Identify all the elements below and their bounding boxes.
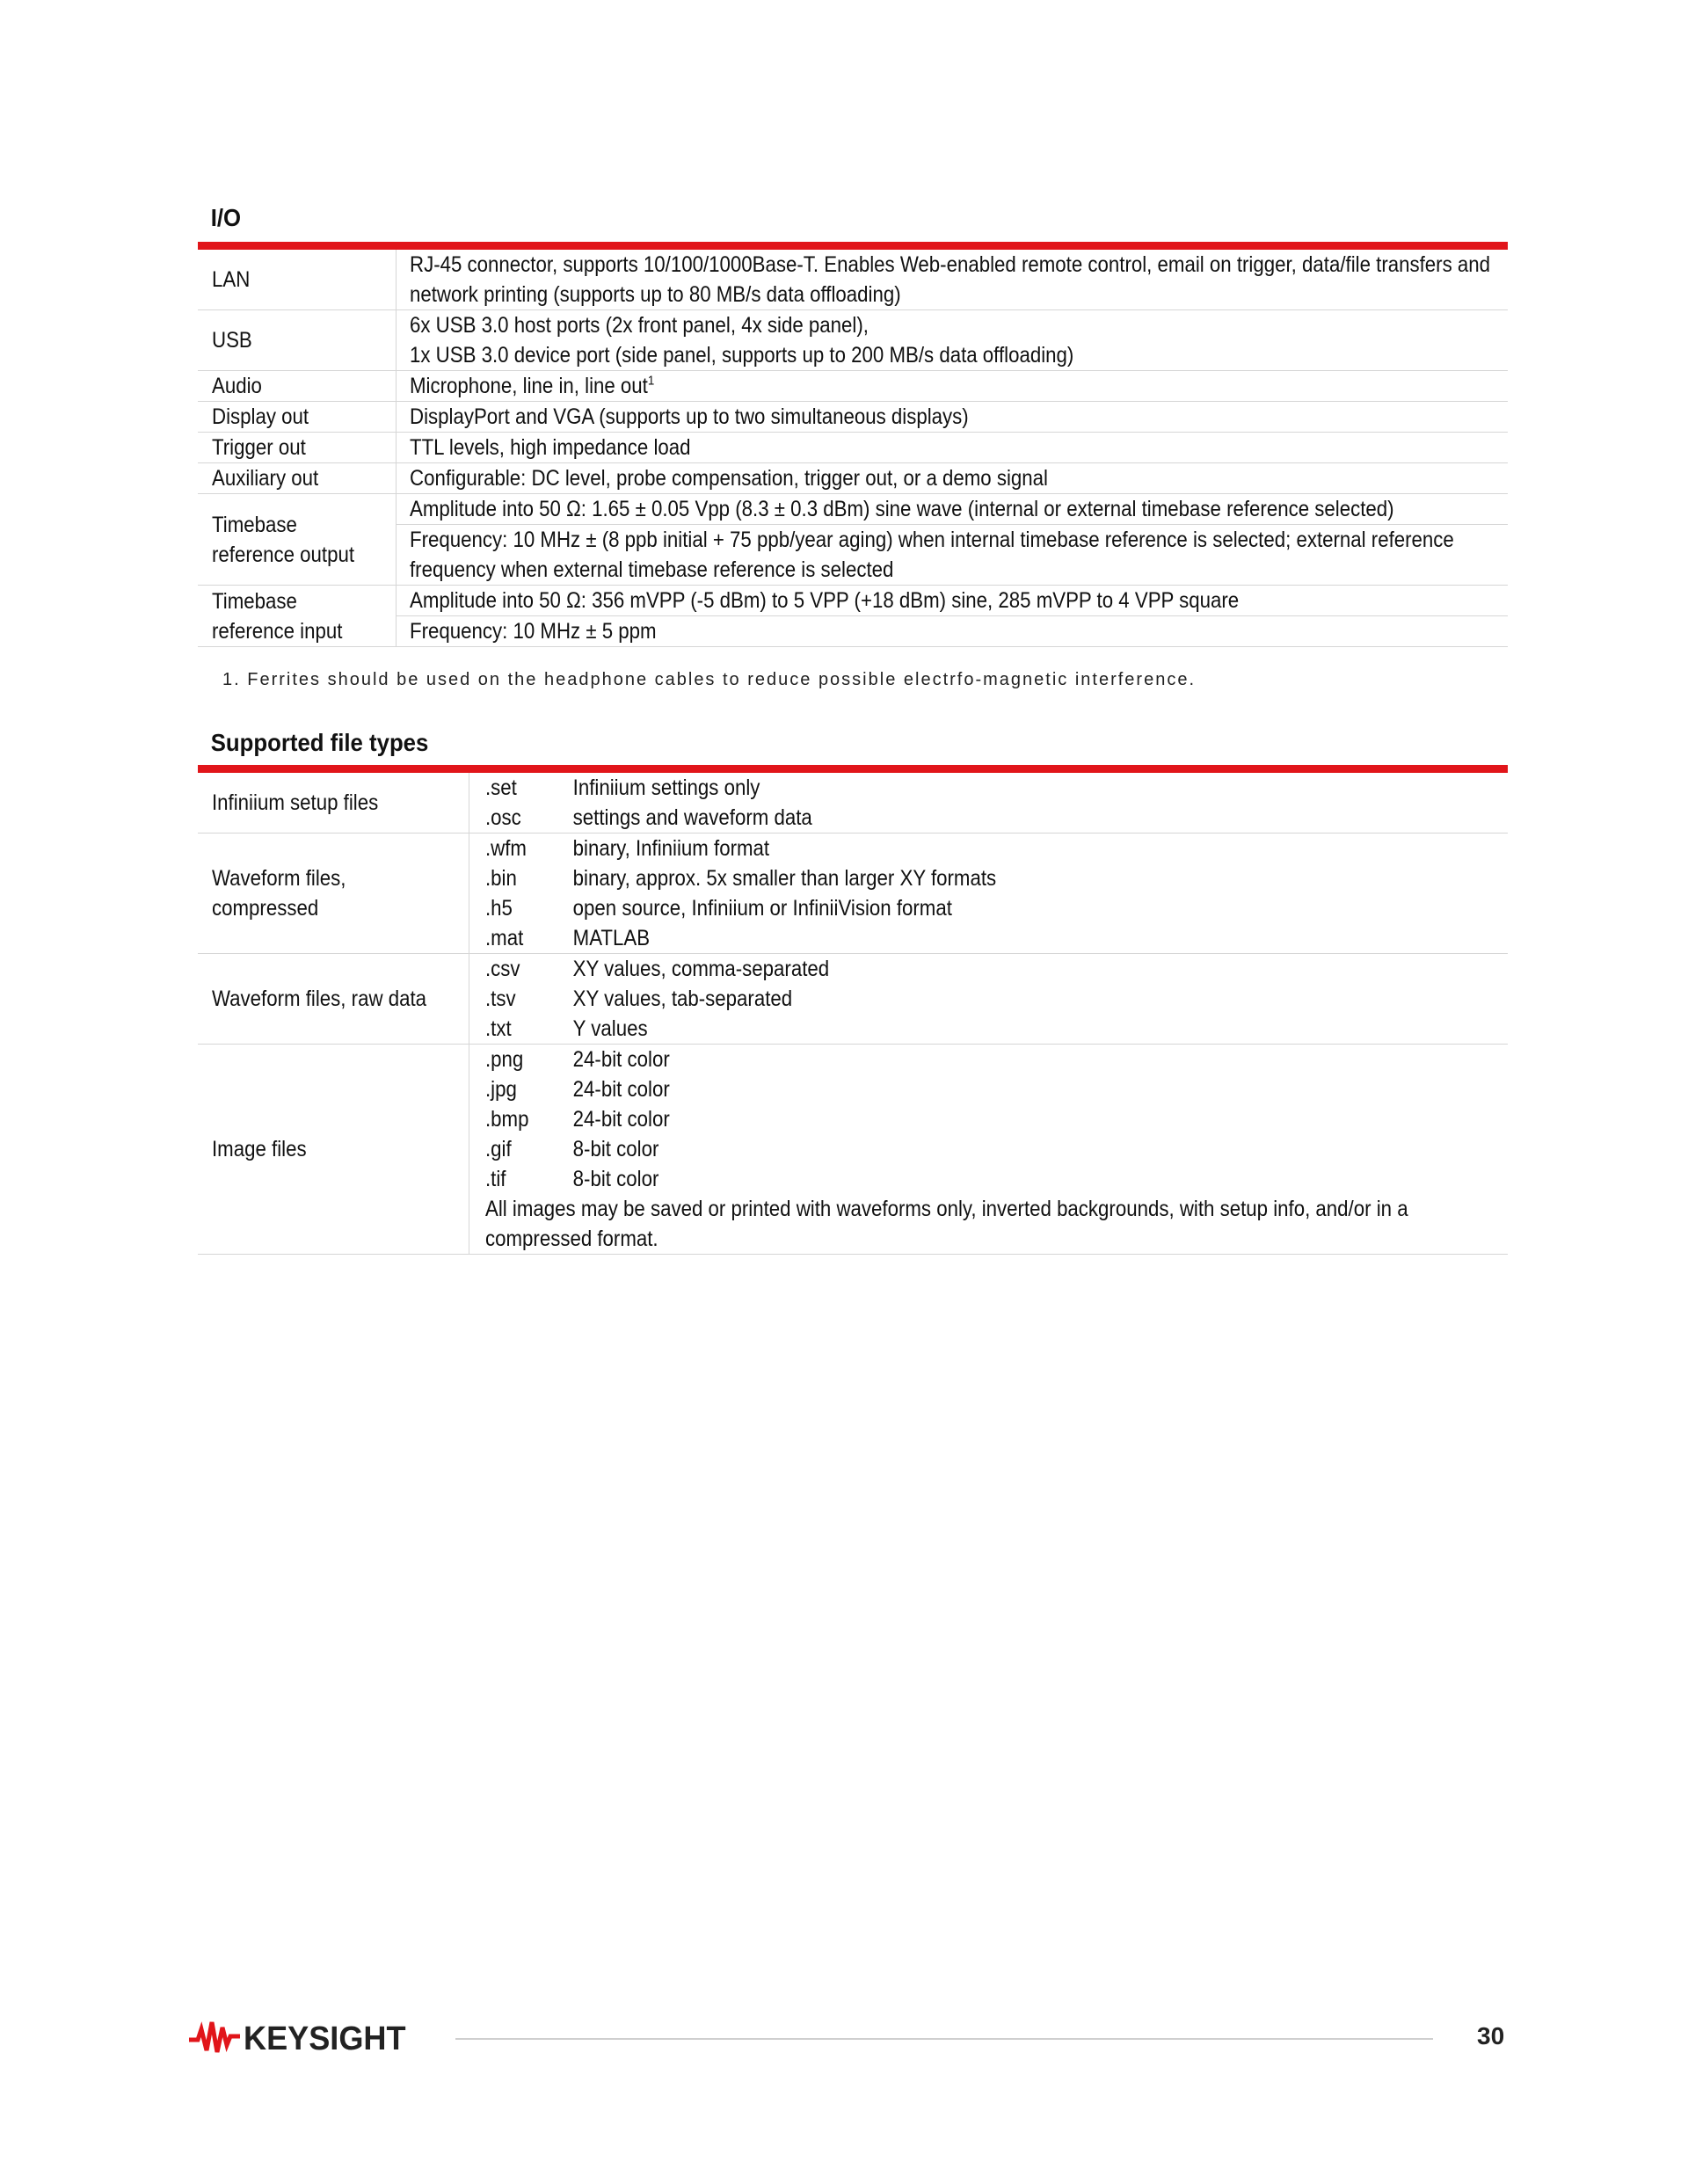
row-value: Amplitude into 50 Ω: 356 mVPP (-5 dBm) to 5 VPP (+18 dBm) sine, 285 mVPP to 4 VPP square <box>396 586 1508 616</box>
row-label: Infiniium setup files <box>198 773 469 834</box>
table-row <box>198 371 1508 402</box>
footnote-ref: 1 <box>647 373 654 389</box>
row-label: Waveform files, compressed <box>198 834 469 954</box>
list-item: .gif 8-bit color <box>484 1137 658 1161</box>
row-value: Amplitude into 50 Ω: 1.65 ± 0.05 Vpp (8.3 ± 0.3 dBm) sine wave (internal or external timebase reference selected) <box>396 494 1508 525</box>
row-label: Audio <box>198 371 396 402</box>
row-value: Configurable: DC level, probe compensation, trigger out, or a demo signal <box>396 463 1508 494</box>
table-row <box>198 494 1508 525</box>
row-label: Timebase reference output <box>198 494 396 586</box>
table-row <box>198 463 1508 494</box>
table-row <box>198 1045 1508 1255</box>
list-item: .txt Y values <box>484 1016 648 1041</box>
list-item: .wfm binary, Infiniium format <box>484 836 769 861</box>
table-row <box>198 250 1508 310</box>
row-label: Timebase reference input <box>198 586 396 647</box>
table-row <box>198 834 1508 954</box>
table-row <box>198 402 1508 433</box>
footnote: 1. Ferrites should be used on the headphone cables to reduce possible electrfo-magnetic interference. <box>222 670 1196 689</box>
file-types-title-rule <box>198 765 1508 773</box>
row-label: Waveform files, raw data <box>198 954 469 1045</box>
list-item: .mat MATLAB <box>484 926 650 950</box>
row-label: Trigger out <box>198 433 396 463</box>
table-row <box>198 586 1508 616</box>
list-item: .set Infiniium settings only <box>484 775 760 800</box>
page-number: 30 <box>1477 2022 1505 2049</box>
row-value <box>469 1045 1508 1255</box>
list-item: .bin binary, approx. 5x smaller than larger XY formats <box>484 866 996 891</box>
row-value <box>469 954 1508 1045</box>
row-value: TTL levels, high impedance load <box>396 433 1508 463</box>
footer-divider <box>455 2038 1433 2040</box>
row-label: LAN <box>198 250 396 310</box>
table-row <box>198 310 1508 371</box>
list-item: .tsv XY values, tab-separated <box>484 986 792 1011</box>
table-row <box>198 954 1508 1045</box>
row-value <box>469 834 1508 954</box>
table-row <box>198 433 1508 463</box>
keysight-wave-icon <box>189 2019 240 2060</box>
row-label: USB <box>198 310 396 371</box>
list-item: .jpg 24-bit color <box>484 1077 670 1102</box>
io-title-rule <box>198 242 1508 250</box>
image-files-note: All images may be saved or printed with waveforms only, inverted backgrounds, with setup info, and/or in a compressed format. <box>484 1197 1408 1251</box>
table-row <box>198 773 1508 834</box>
row-value: Microphone, line in, line out$^1$ <box>396 371 1508 402</box>
io-table <box>198 250 1508 647</box>
row-value: RJ-45 connector, supports 10/100/1000Base-T. Enables Web-enabled remote control, email on trigger, data/file transfers and network printing (supports up to 80 MB/s data offloading) <box>396 250 1508 310</box>
keysight-logo <box>189 2019 414 2060</box>
io-title: I/O <box>210 204 242 231</box>
file-types-section <box>198 728 1508 1255</box>
row-label: Image files <box>198 1045 469 1255</box>
row-value: Frequency: 10 MHz ± 5 ppm <box>396 616 1508 647</box>
row-value: Frequency: 10 MHz ± (8 ppb initial + 75 ppb/year aging) when internal timebase reference is selected; external reference frequency when external timebase reference is selected <box>396 525 1508 586</box>
row-label: Display out <box>198 402 396 433</box>
list-item: .csv XY values, comma-separated <box>484 957 829 981</box>
row-value: 6x USB 3.0 host ports (2x front panel, 4x side panel), 1x USB 3.0 device port (side panel, supports up to 200 MB/s data offloading) <box>396 310 1508 371</box>
list-item: .h5 open source, Infiniium or InfiniiVision format <box>484 896 952 921</box>
io-section <box>198 203 1508 691</box>
row-value: DisplayPort and VGA (supports up to two simultaneous displays) <box>396 402 1508 433</box>
list-item: .png 24-bit color <box>484 1047 670 1072</box>
row-label: Auxiliary out <box>198 463 396 494</box>
file-types-title: Supported file types <box>210 729 429 756</box>
list-item: .bmp 24-bit color <box>484 1107 670 1132</box>
brand-name: KEYSIGHT <box>244 2020 406 2057</box>
file-types-table <box>198 773 1508 1255</box>
row-value <box>469 773 1508 834</box>
list-item: .tif 8-bit color <box>484 1167 658 1191</box>
list-item: .osc settings and waveform data <box>484 805 812 830</box>
